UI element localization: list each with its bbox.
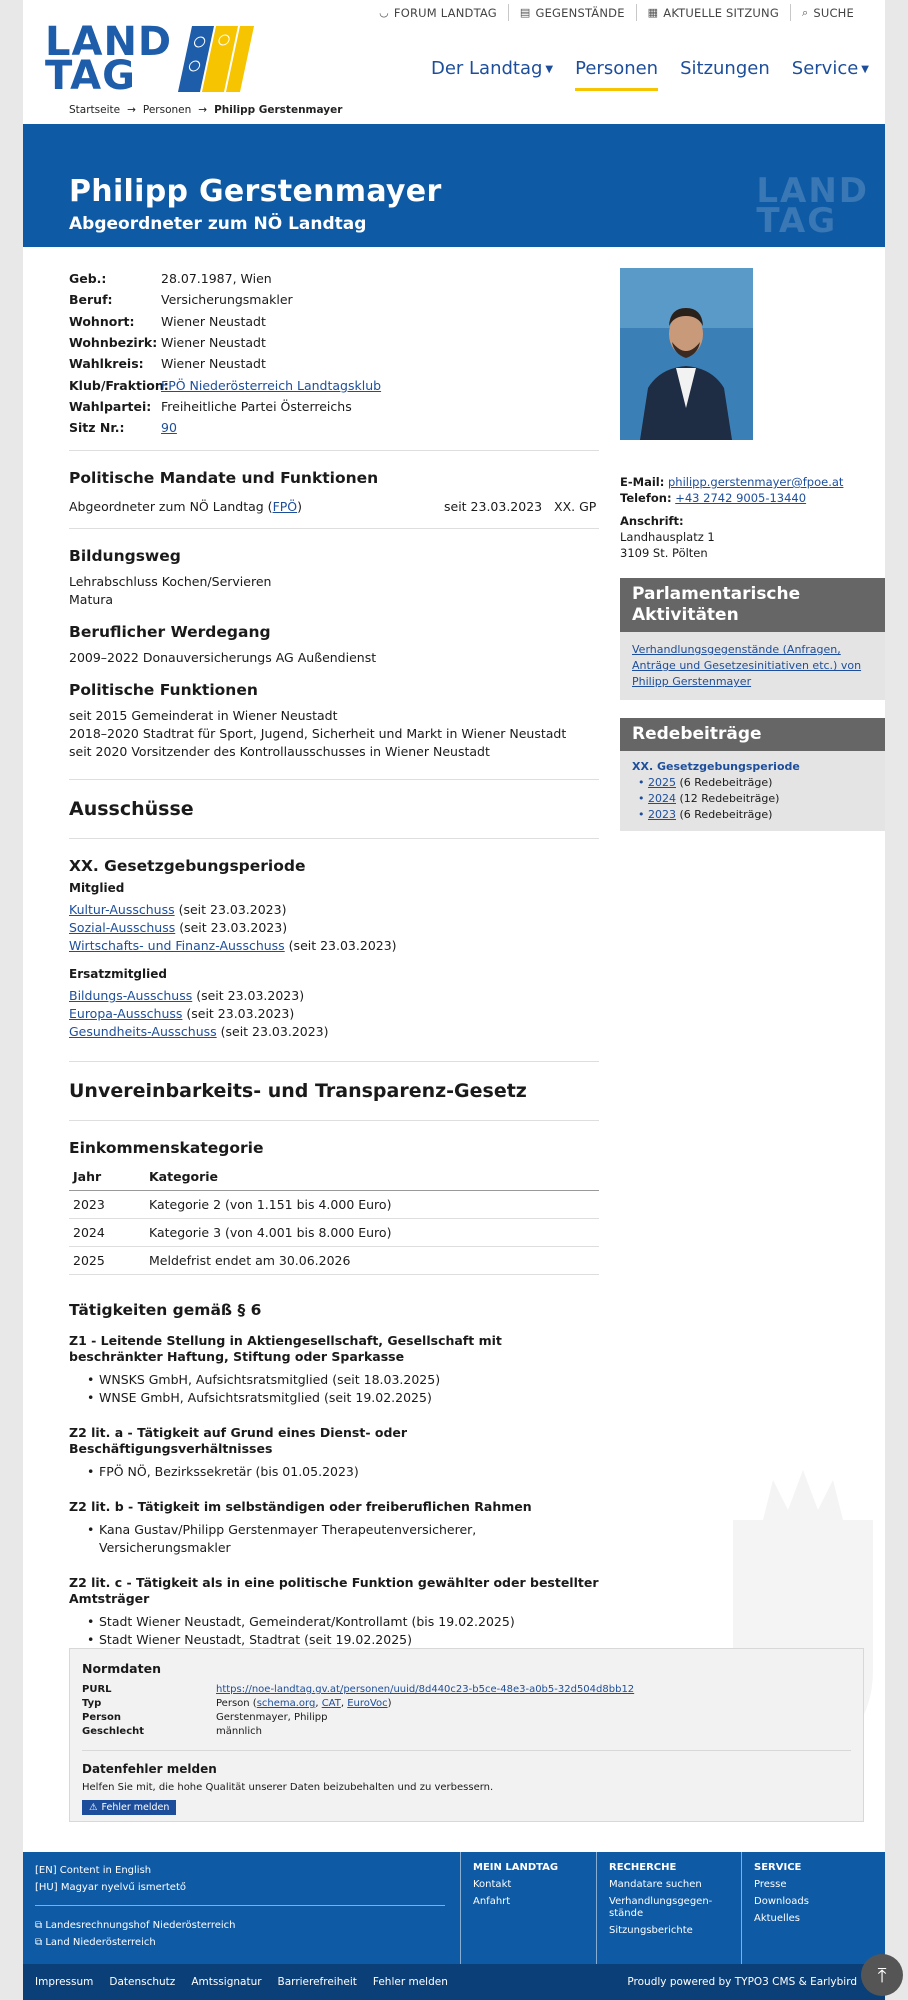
table-row bbox=[69, 1247, 599, 1275]
util-label: AKTUELLE SITZUNG bbox=[663, 5, 779, 20]
fact-key: Wohnbezirk: bbox=[69, 335, 158, 351]
watermark-line-1: LAND bbox=[756, 171, 869, 211]
list-item: • Stadt Wiener Neustadt, Gemeinderat/Kontrollamt (bis 19.02.2025) bbox=[87, 1613, 599, 1631]
fact-row bbox=[69, 417, 599, 438]
norm-row-purl bbox=[82, 1684, 634, 1695]
footer-bottom-link[interactable]: Impressum bbox=[35, 1976, 94, 1988]
taetigkeit-group-title: Z2 lit. c - Tätigkeit als in eine politische Funktion gewählter oder bestellter Amtsträger bbox=[69, 1575, 599, 1607]
taetigkeiten-title: Tätigkeiten gemäß § 6 bbox=[69, 1301, 262, 1320]
norm-key: Geschlecht bbox=[82, 1726, 145, 1737]
table-row bbox=[69, 1219, 599, 1247]
footer-link[interactable]: Aktuelles bbox=[754, 1913, 800, 1924]
warning-icon: ⚠ bbox=[89, 1802, 98, 1813]
rede-count: (12 Redebeiträge) bbox=[679, 792, 780, 805]
mitglied-label: Mitglied bbox=[69, 881, 125, 896]
util-item-suche[interactable] bbox=[790, 4, 865, 21]
cell-jahr: 2024 bbox=[69, 1219, 145, 1247]
cell-jahr: 2025 bbox=[69, 1247, 145, 1275]
forum-icon: ◡ bbox=[379, 6, 389, 19]
fact-row bbox=[69, 311, 599, 332]
purl-link[interactable]: https://noe-landtag.gv.at/personen/uuid/8d440c23-b5ce-48e3-a0b5-32d504d8bb12 bbox=[216, 1684, 635, 1695]
nav-label: Sitzungen bbox=[680, 58, 770, 79]
parl-title: Parlamentarische Aktivitäten bbox=[620, 578, 885, 632]
caret-down-icon: ▼ bbox=[861, 63, 869, 75]
mandate-label-close: ) bbox=[297, 499, 303, 515]
fact-key: Wohnort: bbox=[69, 313, 135, 329]
email-link[interactable]: philipp.gerstenmayer@fpoe.at bbox=[667, 475, 844, 489]
ausschuss-item bbox=[69, 987, 599, 1005]
breadcrumb-home[interactable]: Startseite bbox=[69, 104, 121, 116]
lrh-link[interactable]: Landesrechnungshof Niederösterreich bbox=[45, 1920, 236, 1931]
external-link-icon: ⧉ bbox=[35, 1937, 43, 1948]
norm-key: Typ bbox=[82, 1698, 102, 1709]
ausschuesse-title: Ausschüsse bbox=[69, 798, 194, 821]
breadcrumb-arrow-icon: → bbox=[127, 104, 136, 116]
ausschuss-link[interactable]: Wirtschafts- und Finanz-Ausschuss bbox=[69, 938, 285, 954]
ausschuss-item bbox=[69, 901, 599, 919]
parl-box bbox=[620, 578, 885, 700]
norm-row-geschlecht bbox=[82, 1726, 262, 1737]
report-error-label: Fehler melden bbox=[101, 1802, 170, 1813]
util-label: FORUM LANDTAG bbox=[393, 5, 497, 20]
divider bbox=[69, 838, 599, 839]
fact-key: Geb.: bbox=[69, 271, 107, 287]
parl-body bbox=[620, 632, 885, 700]
contact-block bbox=[620, 474, 885, 561]
nav-label: Der Landtag bbox=[430, 58, 543, 79]
einkommen-table bbox=[69, 1163, 599, 1275]
caret-down-icon: ▼ bbox=[545, 63, 554, 75]
fact-value: 28.07.1987, Wien bbox=[161, 271, 272, 287]
page-subtitle: Abgeordneter zum NÖ Landtag bbox=[69, 214, 367, 234]
norm-typ-post: ) bbox=[387, 1698, 392, 1709]
sidebar bbox=[620, 268, 885, 831]
nav-item-service[interactable] bbox=[792, 58, 869, 91]
utility-bar bbox=[368, 4, 865, 21]
ersatz-label: Ersatzmitglied bbox=[69, 967, 167, 982]
breadcrumb-personen[interactable]: Personen bbox=[142, 104, 192, 116]
arrow-up-icon: ⤒ bbox=[877, 1963, 887, 1987]
ausschuss-item bbox=[69, 919, 599, 937]
lang-hu-link[interactable]: [HU] Magyar nyelvű ismertető bbox=[35, 1882, 186, 1893]
ausschuss-link[interactable]: Sozial-Ausschuss bbox=[69, 920, 176, 936]
cell-kategorie: Kategorie 3 (von 4.001 bis 8.000 Euro) bbox=[145, 1219, 599, 1247]
nav-item-sitzungen[interactable] bbox=[680, 58, 770, 91]
fact-row bbox=[69, 374, 599, 395]
taetigkeit-list bbox=[87, 1613, 599, 1649]
addr-line-2: 3109 St. Pölten bbox=[620, 546, 708, 560]
util-item-forum-landtag[interactable] bbox=[368, 4, 508, 21]
mandate-period: XX. GP bbox=[554, 499, 597, 515]
rede-count: (6 Redebeiträge) bbox=[679, 808, 773, 821]
list-item: Matura bbox=[69, 592, 114, 608]
normdaten-title: Normdaten bbox=[82, 1661, 161, 1676]
hero-watermark-logo bbox=[756, 171, 869, 241]
table-row bbox=[69, 1191, 599, 1219]
list-item: 2009–2022 Donauversicherungs AG Außendienst bbox=[69, 650, 377, 666]
bildung-title: Bildungsweg bbox=[69, 547, 181, 566]
fact-value: Wiener Neustadt bbox=[161, 313, 266, 329]
footer-link[interactable]: Anfahrt bbox=[473, 1896, 511, 1907]
addr-label: Anschrift: bbox=[620, 514, 684, 528]
bullet-icon: • bbox=[638, 808, 645, 821]
ausschuss-item bbox=[69, 1005, 599, 1023]
list-item: • Stadt Wiener Neustadt, Stadtrat (seit 19.02.2025) bbox=[87, 1631, 599, 1649]
fact-row bbox=[69, 332, 599, 353]
fact-row bbox=[69, 353, 599, 374]
cell-kategorie: Meldefrist endet am 30.06.2026 bbox=[145, 1247, 599, 1275]
landtag-logo[interactable] bbox=[45, 19, 275, 99]
powered-by: Proudly powered by TYPO3 CMS & Earlybird bbox=[627, 1976, 857, 1988]
schema-org-link[interactable]: schema.org bbox=[256, 1698, 316, 1709]
list-item: seit 2015 Gemeinderat in Wiener Neustadt bbox=[69, 708, 338, 724]
footer-bottom-links bbox=[35, 1976, 464, 1988]
beruf-list bbox=[69, 649, 599, 667]
logo-line-1: LAND bbox=[45, 19, 173, 65]
footer-bottom-link[interactable]: Barrierefreiheit bbox=[277, 1976, 357, 1988]
footer-col-title: MEIN LANDTAG bbox=[473, 1862, 559, 1873]
portrait-photo bbox=[620, 268, 753, 440]
divider bbox=[69, 528, 599, 529]
mitglied-list bbox=[69, 901, 599, 955]
util-label: SUCHE bbox=[813, 5, 854, 20]
ausschuesse-period: XX. Gesetzgebungsperiode bbox=[69, 857, 306, 876]
footer-col-recherche bbox=[596, 1852, 741, 1964]
list-item: • WNSKS GmbH, Aufsichtsratsmitglied (seit 18.03.2025) bbox=[87, 1371, 599, 1389]
footer-col-service bbox=[741, 1852, 885, 1964]
rede-item bbox=[638, 791, 873, 807]
divider bbox=[35, 1905, 445, 1906]
nav-item-personen[interactable] bbox=[575, 58, 658, 91]
ausschuss-since: (seit 23.03.2023) bbox=[174, 902, 287, 918]
fact-row bbox=[69, 289, 599, 310]
err-title: Datenfehler melden bbox=[82, 1762, 217, 1776]
footer-col-title: SERVICE bbox=[754, 1862, 802, 1873]
fact-row bbox=[69, 268, 599, 289]
rede-period: XX. Gesetzgebungsperiode bbox=[632, 760, 800, 773]
rede-year-link[interactable]: 2025 bbox=[648, 776, 676, 789]
fact-link[interactable]: 90 bbox=[161, 420, 177, 436]
col-jahr: Jahr bbox=[69, 1163, 145, 1191]
norm-row-typ bbox=[82, 1698, 391, 1709]
ausschuss-link[interactable]: Europa-Ausschuss bbox=[69, 1006, 183, 1022]
fact-value: Wiener Neustadt bbox=[161, 335, 266, 351]
col-kategorie: Kategorie bbox=[145, 1163, 599, 1191]
phone-link[interactable]: +43 2742 9005-13440 bbox=[675, 491, 807, 505]
footer-link[interactable]: Verhandlungsgegen- stände bbox=[609, 1896, 713, 1919]
fact-link[interactable]: FPÖ Niederösterreich Landtagsklub bbox=[161, 377, 382, 393]
norm-typ-pre: Person ( bbox=[216, 1698, 257, 1709]
norm-row-person bbox=[82, 1712, 327, 1723]
divider bbox=[69, 1120, 599, 1121]
fact-key: Klub/Fraktion: bbox=[69, 377, 169, 393]
footer-bottom-link[interactable]: Amtssignatur bbox=[191, 1976, 262, 1988]
footer-bottom-link[interactable]: Fehler melden bbox=[372, 1976, 448, 1988]
taetigkeit-group-title: Z1 - Leitende Stellung in Aktiengesellschaft, Gesellschaft mit beschränkter Haftung, Stiftung oder Sparkasse bbox=[69, 1333, 502, 1365]
footer-link[interactable]: Presse bbox=[754, 1879, 787, 1890]
transparenz-title: Unvereinbarkeits- und Transparenz-Gesetz bbox=[69, 1080, 527, 1103]
footer-lang bbox=[35, 1862, 186, 1896]
rede-count: (6 Redebeiträge) bbox=[679, 776, 773, 789]
divider bbox=[69, 779, 599, 780]
footer-link[interactable]: Downloads bbox=[754, 1896, 809, 1907]
taetigkeit-group-title: Z2 lit. b - Tätigkeit im selbständigen oder freiberuflichen Rahmen bbox=[69, 1499, 532, 1515]
footer-col-title: RECHERCHE bbox=[609, 1862, 677, 1873]
footer-ext bbox=[35, 1917, 235, 1951]
list-item: Lehrabschluss Kochen/Servieren bbox=[69, 574, 272, 590]
footer-col-mein-landtag bbox=[460, 1852, 596, 1964]
footer-bottom-link[interactable]: Datenschutz bbox=[109, 1976, 176, 1988]
norm-key: PURL bbox=[82, 1684, 112, 1695]
ausschuss-link[interactable]: Gesundheits-Ausschuss bbox=[69, 1024, 217, 1040]
list-item: seit 2020 Vorsitzender des Kontrollausschusses in Wiener Neustadt bbox=[69, 744, 490, 760]
norm-key: Person bbox=[82, 1712, 121, 1723]
page bbox=[23, 0, 885, 1852]
email-label: E-Mail: bbox=[620, 475, 665, 489]
mandate-label-text: Abgeordneter zum NÖ Landtag ( bbox=[69, 499, 273, 515]
nav-label: Service bbox=[791, 58, 859, 79]
cat-link[interactable]: CAT bbox=[321, 1698, 341, 1709]
page-title: Philipp Gerstenmayer bbox=[69, 174, 442, 209]
ausschuss-item bbox=[69, 1023, 599, 1041]
lang-en-link[interactable]: [EN] Content in English bbox=[35, 1865, 152, 1876]
bildung-list bbox=[69, 573, 599, 609]
rede-item bbox=[638, 775, 873, 791]
parl-link[interactable]: Verhandlungsgegenstände (Anfragen, Anträge und Gesetzesinitiativen etc.) von Philipp Gerstenmayer bbox=[632, 643, 862, 688]
back-to-top-button[interactable] bbox=[861, 1954, 903, 1996]
land-noe-link[interactable]: Land Niederösterreich bbox=[45, 1937, 156, 1948]
main-nav bbox=[409, 58, 869, 91]
normdaten-box bbox=[69, 1648, 864, 1822]
fact-value: Wiener Neustadt bbox=[161, 356, 266, 372]
ausschuss-link[interactable]: Kultur-Ausschuss bbox=[69, 902, 175, 918]
mandate-party-link[interactable]: FPÖ bbox=[272, 499, 298, 515]
footer-link[interactable]: Mandatare suchen bbox=[609, 1879, 702, 1890]
rede-box bbox=[620, 718, 885, 831]
divider bbox=[82, 1750, 851, 1751]
footer-link[interactable]: Sitzungsberichte bbox=[609, 1925, 693, 1936]
taetigkeit-list bbox=[87, 1371, 599, 1407]
rede-year-link[interactable]: 2024 bbox=[648, 792, 676, 805]
fact-key: Wahlpartei: bbox=[69, 398, 152, 414]
norm-typ-value: Person (schema.org, CAT, EuroVoc) bbox=[216, 1698, 392, 1709]
watermark-line-2: TAG bbox=[756, 201, 838, 241]
bullet-icon: • bbox=[638, 776, 645, 789]
breadcrumb-current: Philipp Gerstenmayer bbox=[214, 104, 343, 116]
util-item-gegenstände[interactable] bbox=[508, 4, 636, 21]
tel-label: Telefon: bbox=[620, 491, 672, 505]
ausschuss-since: (seit 23.03.2023) bbox=[284, 938, 397, 954]
cell-jahr: 2023 bbox=[69, 1191, 145, 1219]
err-text: Helfen Sie mit, die hohe Qualität unserer Daten beizubehalten und zu verbessern. bbox=[82, 1782, 494, 1793]
rede-year-link[interactable]: 2023 bbox=[648, 808, 676, 821]
mandate-title: Politische Mandate und Funktionen bbox=[69, 469, 379, 488]
list-item: 2018–2020 Stadtrat für Sport, Jugend, Sicherheit und Markt in Wiener Neustadt bbox=[69, 726, 567, 742]
person-facts bbox=[69, 268, 599, 438]
ausschuss-since: (seit 23.03.2023) bbox=[175, 920, 288, 936]
table-header-row bbox=[69, 1163, 599, 1191]
util-label: GEGENSTÄNDE bbox=[535, 5, 625, 20]
cell-kategorie: Kategorie 2 (von 1.151 bis 4.000 Euro) bbox=[145, 1191, 599, 1219]
ausschuss-item bbox=[69, 937, 599, 955]
taetigkeit-list bbox=[87, 1521, 599, 1557]
polfunk-title: Politische Funktionen bbox=[69, 681, 258, 700]
taetigkeit-list bbox=[87, 1463, 599, 1481]
ausschuss-since: (seit 23.03.2023) bbox=[216, 1024, 329, 1040]
mandate-row bbox=[69, 499, 599, 514]
fact-value: Freiheitliche Partei Österreichs bbox=[161, 398, 352, 414]
list-item: • Kana Gustav/Philipp Gerstenmayer Therapeutenversicherer, Versicherungsmakler bbox=[87, 1521, 599, 1557]
footer-link[interactable]: Kontakt bbox=[473, 1879, 512, 1890]
rede-title: Redebeiträge bbox=[620, 718, 885, 751]
mandate-label bbox=[69, 499, 444, 514]
norm-person-value: Gerstenmayer, Philipp bbox=[216, 1712, 328, 1723]
nav-item-der-landtag[interactable] bbox=[431, 58, 553, 91]
norm-geschlecht-value: männlich bbox=[216, 1726, 262, 1737]
logo-line-2: TAG bbox=[45, 53, 136, 99]
taetigkeiten-groups bbox=[69, 1333, 599, 1649]
fact-key: Wahlkreis: bbox=[69, 356, 144, 372]
fact-row bbox=[69, 396, 599, 417]
einkommen-title: Einkommenskategorie bbox=[69, 1139, 264, 1158]
hero-banner bbox=[23, 124, 885, 247]
bullet-icon: • bbox=[638, 792, 645, 805]
addr-line-1: Landhausplatz 1 bbox=[620, 530, 715, 544]
list-item: • WNSE GmbH, Aufsichtsratsmitglied (seit 19.02.2025) bbox=[87, 1389, 599, 1407]
eurovoc-link[interactable]: EuroVoc bbox=[347, 1698, 388, 1709]
nav-label: Personen bbox=[575, 58, 659, 79]
ausschuss-since: (seit 23.03.2023) bbox=[182, 1006, 295, 1022]
fact-value: Versicherungsmakler bbox=[161, 292, 293, 308]
search-icon: ⌕ bbox=[801, 5, 809, 19]
rede-item bbox=[638, 807, 873, 823]
util-item-aktuelle-sitzung[interactable] bbox=[636, 4, 790, 21]
rede-body bbox=[620, 751, 885, 831]
breadcrumb-arrow-icon: → bbox=[198, 104, 208, 116]
polfunk-list bbox=[69, 707, 599, 761]
rede-list bbox=[632, 775, 873, 823]
fact-key: Sitz Nr.: bbox=[69, 420, 125, 436]
report-error-button[interactable] bbox=[82, 1800, 176, 1815]
mandate-since: seit 23.03.2023 bbox=[444, 499, 543, 515]
list-item: • FPÖ NÖ, Bezirkssekretär (bis 01.05.2023) bbox=[87, 1463, 599, 1481]
ausschuss-link[interactable]: Bildungs-Ausschuss bbox=[69, 988, 193, 1004]
beruf-title: Beruflicher Werdegang bbox=[69, 623, 271, 642]
calendar-icon: ▦ bbox=[647, 6, 659, 19]
divider bbox=[69, 1061, 599, 1062]
fact-key: Beruf: bbox=[69, 292, 113, 308]
ersatz-list bbox=[69, 987, 599, 1041]
external-link-icon: ⧉ bbox=[35, 1920, 43, 1931]
breadcrumb bbox=[69, 104, 342, 116]
document-icon: ▤ bbox=[519, 6, 531, 19]
taetigkeit-group-title: Z2 lit. a - Tätigkeit auf Grund eines Dienst- oder Beschäftigungsverhältnisses bbox=[69, 1425, 408, 1457]
divider bbox=[69, 450, 599, 451]
footer bbox=[23, 1852, 885, 1964]
ausschuss-since: (seit 23.03.2023) bbox=[192, 988, 305, 1004]
footer-bottom-bar bbox=[23, 1964, 885, 2000]
main-content bbox=[69, 268, 599, 1649]
